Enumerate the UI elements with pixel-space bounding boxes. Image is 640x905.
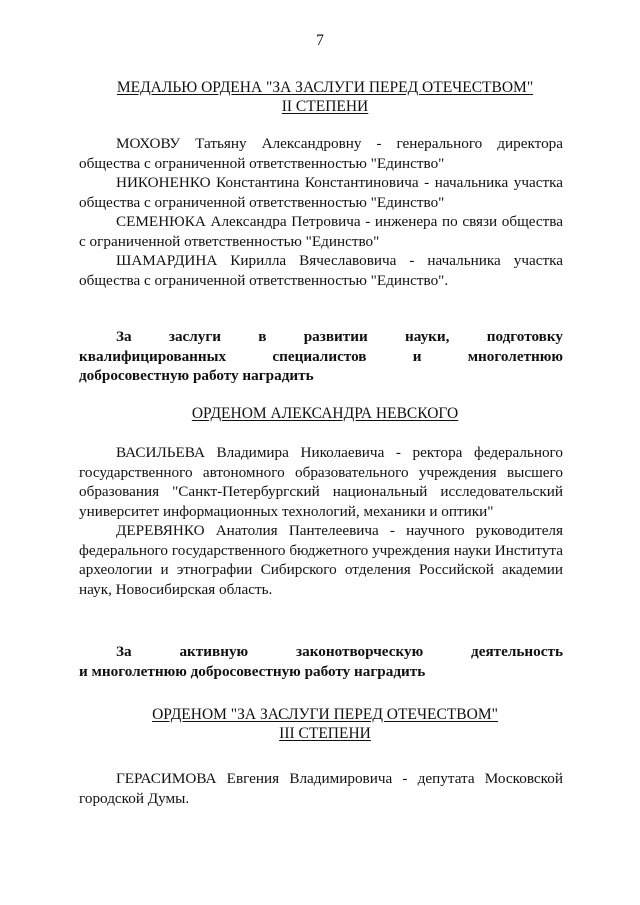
award-list-2 <box>79 443 563 599</box>
preamble-line: За активную законотворческую деятельность <box>116 643 563 660</box>
award-preamble-2 <box>79 327 563 386</box>
preamble-line: добросовестную работу наградить <box>79 367 314 384</box>
recipient-entry: ДЕРЕВЯНКО Анатолия Пантелеевича - научного руководителя федерального государственного бюджетного учреждения науки Института археологии и этнографии Сибирского отделения Российской академии наук, Новосибирская область. <box>79 522 563 598</box>
award-preamble-3 <box>79 642 563 681</box>
heading-line: ОРДЕНОМ "ЗА ЗАСЛУГИ ПЕРЕД ОТЕЧЕСТВОМ" <box>152 706 498 723</box>
page-number: 7 <box>316 32 324 49</box>
heading-line: МЕДАЛЬЮ ОРДЕНА "ЗА ЗАСЛУГИ ПЕРЕД ОТЕЧЕСТВОМ" <box>116 79 534 96</box>
recipient-entry: НИКОНЕНКО Константина Константиновича - начальника участка общества с ограниченной ответственностью "Единство" <box>79 174 563 211</box>
heading-line: III СТЕПЕНИ <box>279 725 371 742</box>
recipient-entry: ГЕРАСИМОВА Евгения Владимировича - депутата Московской городской Думы. <box>79 770 563 807</box>
heading-line: ОРДЕНОМ АЛЕКСАНДРА НЕВСКОГО <box>191 405 459 422</box>
award-list-3 <box>79 769 563 808</box>
award-list-1 <box>79 134 563 290</box>
preamble-line: квалифицированных специалистов и многолетнюю <box>79 347 563 365</box>
award-heading-order-alexander-nevsky <box>60 404 590 423</box>
preamble-line: и многолетнюю добросовестную работу наградить <box>79 662 426 680</box>
recipient-entry: ШАМАРДИНА Кирилла Вячеславовича - начальника участка общества с ограниченной ответственностью "Единство". <box>79 252 563 289</box>
award-heading-order-merit-3 <box>60 705 590 743</box>
award-heading-medal-order-merit-2 <box>60 78 590 116</box>
heading-line: II СТЕПЕНИ <box>281 98 369 115</box>
recipient-entry: СЕМЕНЮКА Александра Петровича - инженера по связи общества с ограниченной ответственностью "Единство" <box>79 213 563 250</box>
recipient-entry: ВАСИЛЬЕВА Владимира Николаевича - ректора федерального государственного автономного образовательного учреждения высшего образования "Санкт-Петербургский национальный исследовательский университет информационных технологий, механики и оптики" <box>79 444 563 520</box>
preamble-line: За заслуги в развитии науки, подготовку <box>116 328 563 345</box>
recipient-entry: МОХОВУ Татьяну Александровну - генерального директора общества с ограниченной ответственностью "Единство" <box>79 135 563 172</box>
